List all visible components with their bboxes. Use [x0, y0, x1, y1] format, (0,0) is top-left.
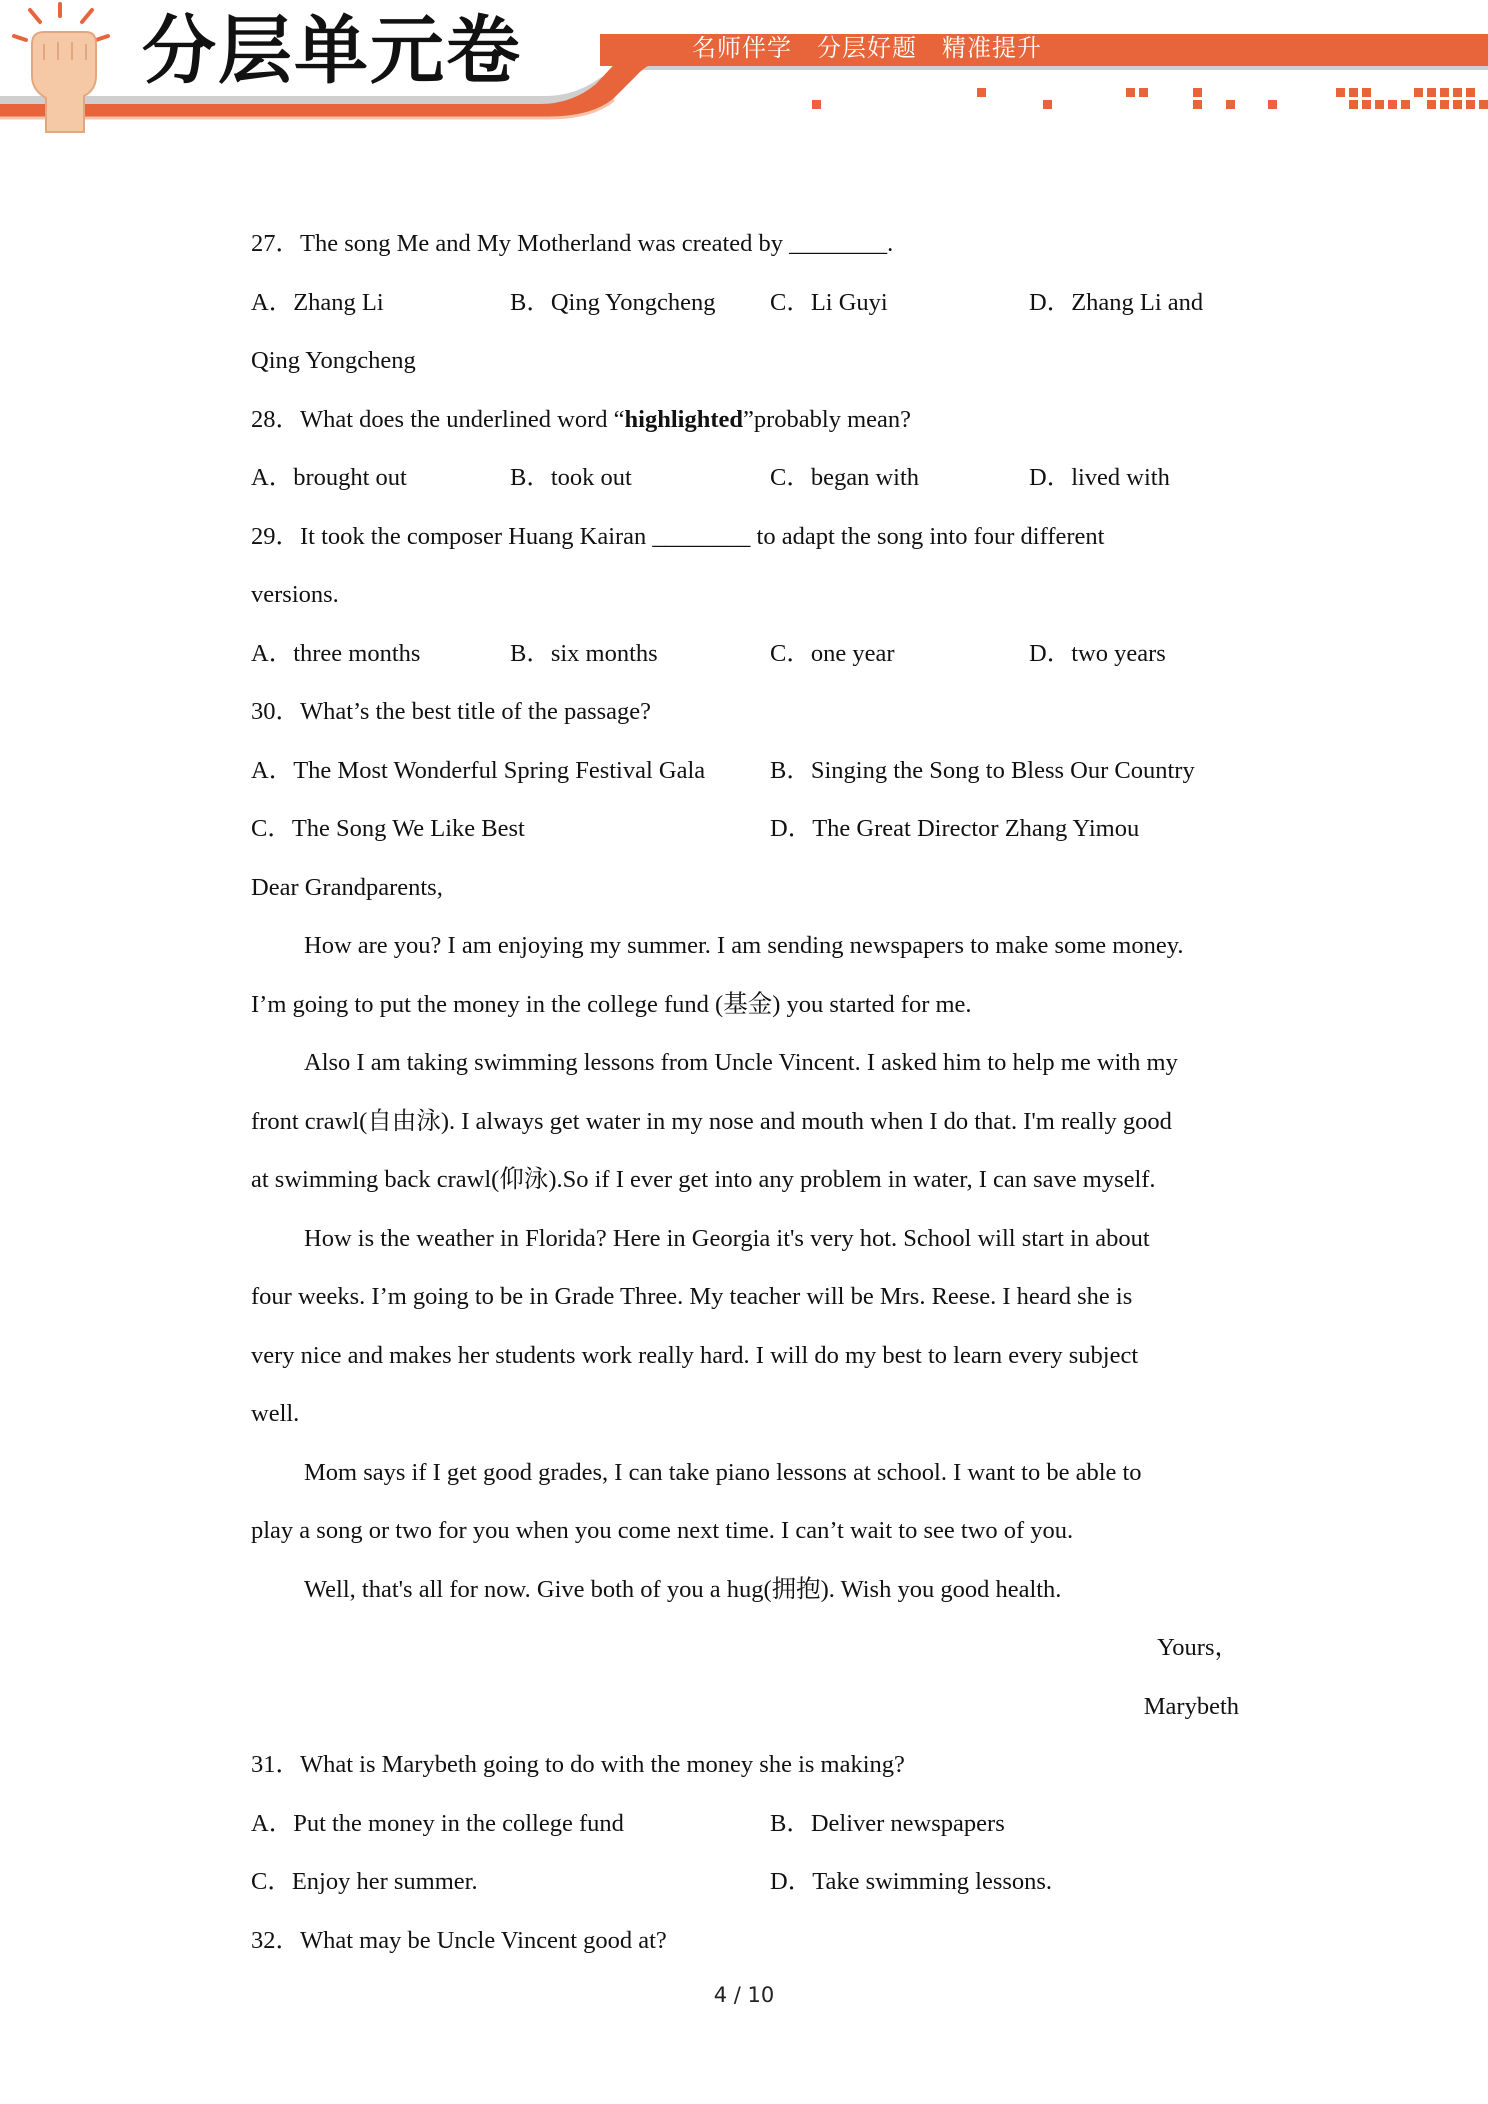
question-31-stem: 31．What is Marybeth going to do with the money she is making? [251, 1751, 905, 1778]
option-b: B．Qing Yongcheng [510, 288, 716, 316]
question-29-stem-continued: versions. [251, 581, 339, 608]
letter-line: I’m going to put the money in the college fund (基金) you started for me. [251, 990, 972, 1018]
option-c: C．The Song We Like Best [251, 815, 525, 842]
question-31-options-row2 [251, 1860, 1251, 1919]
letter-line: Mom says if I get good grades, I can take piano lessons at school. I want to be able to [304, 1458, 1142, 1486]
letter-line: How are you? I am enjoying my summer. I am sending newspapers to make some money. [304, 932, 1184, 959]
brand-title: 分层单元卷 [142, 8, 522, 94]
question-30-options-row2 [251, 807, 1251, 866]
option-a: A．brought out [251, 464, 407, 491]
option-d: D．two years [1029, 639, 1166, 667]
letter-line: very nice and makes her students work really hard. I will do my best to learn every subject [251, 1341, 1139, 1369]
option-a: A．Zhang Li [251, 288, 384, 316]
letter-line: at swimming back crawl(仰泳).So if I ever get into any problem in water, I can save myself. [251, 1166, 1156, 1193]
option-d: D．Take swimming lessons. [770, 1868, 1053, 1895]
highlighted-word: highlighted [624, 405, 743, 433]
question-28-stem [251, 398, 1251, 457]
decorative-squares [812, 88, 1488, 109]
letter-line: play a song or two for you when you come next time. I can’t wait to see two of you. [251, 1517, 1074, 1544]
option-d: D．The Great Director Zhang Yimou [770, 815, 1140, 842]
option-c: C．began with [770, 464, 920, 491]
letter-line: Also I am taking swimming lessons from Uncle Vincent. I asked him to help me with my [304, 1049, 1178, 1076]
question-29-stem: 29．It took the composer Huang Kairan ________ to adapt the song into four different [251, 522, 1105, 550]
question-31-options-row1 [251, 1802, 1251, 1861]
question-29-options [251, 632, 1251, 691]
question-28-options [251, 456, 1251, 515]
letter-line: How is the weather in Florida? Here in Georgia it's very hot. School will start in about [304, 1224, 1150, 1252]
page-number: 4 / 10 [713, 1983, 775, 2007]
question-32-stem: 32．What may be Uncle Vincent good at? [251, 1926, 667, 1954]
page-header [0, 0, 1488, 140]
letter-line: well. [251, 1400, 300, 1427]
option-d: D．Zhang Li and [1029, 288, 1204, 316]
question-28-stem-start: 28．What does the underlined word “ [251, 405, 625, 433]
letter-signature: Marybeth [1143, 1692, 1239, 1720]
letter-line: Well, that's all for now. Give both of you a hug(拥抱). Wish you good health. [304, 1575, 1062, 1603]
option-a: A．Put the money in the college fund [251, 1809, 624, 1837]
header-slogan: 名师伴学 分层好题 精准提升 [692, 34, 1042, 62]
option-a: A．three months [251, 639, 421, 667]
option-a: A．The Most Wonderful Spring Festival Gala [251, 756, 706, 784]
option-b: B．took out [510, 464, 632, 491]
letter-line: four weeks. I’m going to be in Grade Three. My teacher will be Mrs. Reese. I heard she is [251, 1283, 1133, 1310]
letter-greeting: Dear Grandparents, [251, 873, 443, 901]
option-b: B．Deliver newspapers [770, 1809, 1005, 1837]
option-c: C．one year [770, 639, 895, 667]
letter-line: front crawl(自由泳). I always get water in my nose and mouth when I do that. I'm really good [251, 1107, 1172, 1135]
option-b: B．six months [510, 639, 658, 667]
option-c: C．Enjoy her summer. [251, 1868, 478, 1895]
option-b: B．Singing the Song to Bless Our Country [770, 756, 1195, 784]
question-27-options [251, 281, 1251, 340]
option-d: D．lived with [1029, 464, 1170, 491]
question-28-stem-end: ”probably mean? [743, 405, 912, 433]
question-30-options-row1 [251, 749, 1251, 808]
option-c: C．Li Guyi [770, 288, 888, 316]
option-d-continued: Qing Yongcheng [251, 347, 416, 374]
question-30-stem: 30．What’s the best title of the passage? [251, 698, 652, 725]
letter-closing: Yours， [1157, 1634, 1239, 1661]
question-27-stem: 27．The song Me and My Motherland was created by ________. [251, 230, 894, 257]
document-body [251, 222, 1251, 1977]
